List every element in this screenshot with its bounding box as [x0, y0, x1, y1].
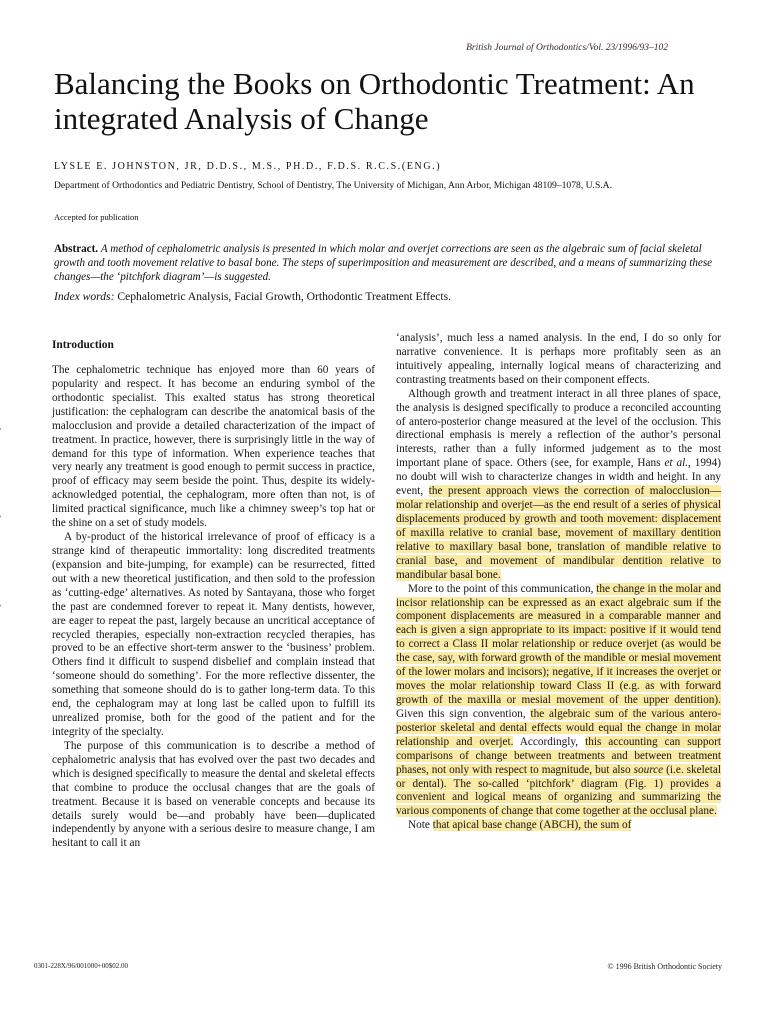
text-run-italic: source	[633, 763, 664, 776]
author-line: LYSLE E. JOHNSTON, JR, D.D.S., M.S., PH.D., F.D.S. R.C.S.(ENG.)	[54, 161, 442, 172]
paragraph	[396, 388, 721, 583]
highlight: the present approach views the correction of malocclusion—molar relationship and overjet—as the end result of a series of physical displacements produced by growth and tooth movement: displacement of maxilla relative to cranial base, movement of maxillary dentition relative to maxillary basal bone, translation of mandible relative to cranial base, and movement of mandibular dentition relative to mandibular basal bone.	[396, 485, 721, 581]
paragraph	[396, 819, 721, 833]
paragraph: The cephalometric technique has enjoyed more than 60 years of popularity and respect. It has become an enduring symbol of the orthodontic specialist. This exalted status has strong theoretical justification: the cephalogram can describe the anatomical basis of the malocclusion and provide a detailed characterization of the impact of treatment. In practice, however, there is surprisingly little in the way of demand for this type of information. When experience teaches that very nearly any treatment is good enough to permit success in practice, proof of efficacy may seem beside the point. Thus, despite its widely-acknowledged potential, the cephalogram, more often than not, is of limited practical significance, much like a chimney sweep’s top hat or the shine on a set of study models.	[52, 364, 375, 530]
copyright-notice: © 1996 British Orthodontic Society	[607, 962, 722, 971]
text-run: Although growth and treatment interact in all three planes of space, the analysis is designed specifically to produce a reconciled accounting of antero-posterior change measured at the level of the occlusion. This directional emphasis is merely a reflection of the author’s personal interests, rather than a fully informed judgement as to the most important plane of space. Others (see, for example, Hans	[396, 387, 721, 470]
highlight: that apical base change (ABCH), the sum of	[432, 819, 632, 832]
affiliation: Department of Orthodontics and Pediatric Dentistry, School of Dentistry, The University of Michigan, Ann Arbor, Michigan 48109–1078, U.S.A.	[54, 180, 613, 191]
highlight: (i.e. skeletal or dental). The so-called ‘pitchfork’ diagram (Fig. 1) provides a convenient and logical means of organizing and summarizing the various components of change that come together at the occlusal plane.	[396, 763, 721, 818]
issn-code: 0301-228X/96/001000+00$02.00	[34, 962, 128, 970]
text-run: Note	[408, 819, 433, 832]
highlight: the algebraic sum of the various antero-posterior skeletal and dental effects would equal the change in molar relationship and overjet.	[396, 707, 721, 748]
abstract-text: A method of cephalometric analysis is presented in which molar and overjet corrections are seen as the algebraic sum of facial skeletal growth and tooth movement relative to basal bone. The steps of superimposition and measurement are described, and a means of summarizing these changes—the ‘pitchfork diagram’—is suggested.	[54, 243, 713, 283]
column-right	[396, 332, 721, 833]
download-watermark	[0, 320, 2, 680]
highlight-italic	[634, 764, 664, 776]
paragraph: ‘analysis’, much less a named analysis. In the end, I do so only for narrative convenience. It is perhaps more profitably seen as an intuitively appealing, internally logical means of characterizing and contrasting treatments based on their component effects.	[396, 332, 721, 386]
abstract-label: Abstract.	[54, 243, 99, 255]
journal-header: British Journal of Orthodontics/Vol. 23/1996/93–102	[466, 43, 668, 53]
text-run: Accordingly,	[513, 735, 586, 748]
highlight: the change in the molar and incisor relationship can be expressed as an exact algebraic sum if the component displacements are measured in a comparable manner and each is given a sign appropriate to its impact: positive if it would tend to correct a Class II molar relationship or reduce overjet (as would be the case, say, with forward growth of the mandible or mesial movement of the lower molars and incisors); negative, if it increases the overjet or moves the molar relationship toward Class II (e.g. as with forward growth of the maxilla or mesial movement of the upper dentition).	[396, 582, 721, 706]
text-run-italic: et al.	[664, 457, 689, 470]
introduction-heading: Introduction	[52, 339, 114, 351]
paragraph	[396, 583, 721, 820]
highlight: this accounting can support comparisons of change between treatments and between treatment phases, not only with respect to magnitude, but also	[396, 735, 721, 776]
text-run: , 1994) no doubt will wish to characterize changes in width and height. In any event,	[396, 457, 721, 498]
text-run: Given this sign convention,	[396, 707, 531, 720]
paragraph: The purpose of this communication is to describe a method of cephalometric analysis that has evolved over the past two decades and which is designed specifically to measure the dental and skeletal effects that combine to produce the occlusal changes that are the goals of treatment. Because it is based on venerable concepts and because its details surely would be—and probably have been—duplicated independently by anyone with a serious desire to measure change, I am hesitant to call it an	[52, 739, 375, 850]
abstract	[54, 242, 724, 284]
index-words-label: Index words:	[54, 290, 115, 303]
index-words-text: Cephalometric Analysis, Facial Growth, Orthodontic Treatment Effects.	[117, 290, 452, 303]
accepted-note: Accepted for publication	[54, 212, 139, 222]
index-words	[54, 290, 451, 303]
paragraph: A by-product of the historical irrelevance of proof of efficacy is a strange kind of therapeutic immortality: long discredited treatments (expansion and bite-jumping, for example) can be resurrected, fitted out with a new theoretical justification, and then sold to the profession as ‘cutting-edge’ alternatives. As noted by Santayana, those who forget the past are condemned forever to repeat it. Many dentists, however, are eager to repeat the past, largely because an uncritical acceptance of recycled therapies, especially non-extraction recycled therapies, has proved to be an effective short-term answer to the ‘business’ problem. Others find it difficult to suspend disbelief and complain instead that ‘someone should do something’. For the more reflective dissenter, the something that someone should do is to gather long-term data. To this end, the cephalogram may at long last be called upon to fulfill its unrealized promise, both for the good of the patient and for the integrity of the specialty.	[52, 531, 375, 738]
article-title: Balancing the Books on Orthodontic Treatment: An integrated Analysis of Change	[54, 66, 695, 136]
column-left	[52, 364, 375, 851]
text-run: More to the point of this communication,	[408, 582, 597, 595]
